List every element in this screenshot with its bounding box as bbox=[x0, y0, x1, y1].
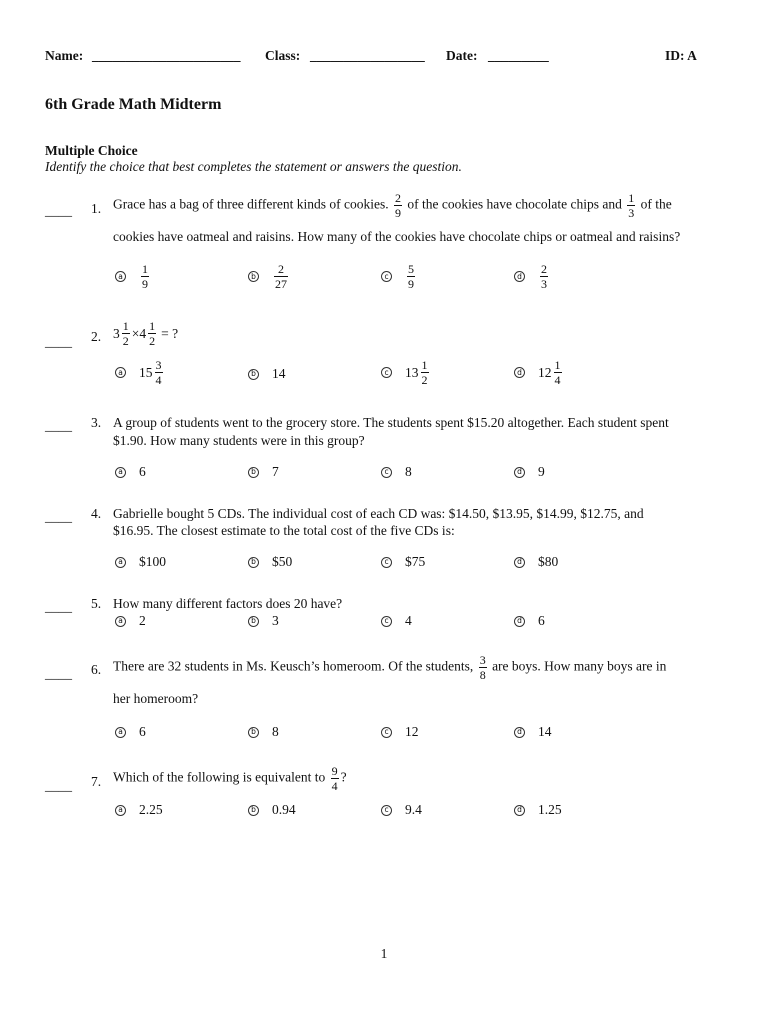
class-blank[interactable]: _________________ bbox=[310, 48, 425, 63]
question-number-q2: 2. bbox=[91, 329, 102, 344]
q2-choice-a[interactable]: a 15 $\frac{3}{4}$ bbox=[115, 359, 165, 386]
question-number-q7: 7. bbox=[91, 774, 102, 789]
q6-choice-c[interactable]: c 12 bbox=[381, 724, 419, 740]
question-text-q4-line2: $16.95. The closest estimate to the total cost of the five CDs is: bbox=[113, 523, 455, 538]
choice-bubble-icon[interactable]: a bbox=[115, 805, 126, 816]
choice-bubble-icon[interactable]: b bbox=[248, 467, 259, 478]
choice-bubble-icon[interactable]: a bbox=[115, 727, 126, 738]
question-text-q3-line2: $1.90. How many students were in this group? bbox=[113, 433, 365, 448]
q6-choice-a[interactable]: a 6 bbox=[115, 724, 146, 740]
q6-choice-b[interactable]: b 8 bbox=[248, 724, 279, 740]
q5-choice-c[interactable]: c 4 bbox=[381, 613, 412, 629]
q6-fraction: $\frac{3}{8}$ bbox=[479, 653, 486, 682]
q2-choice-d[interactable]: d 12 $\frac{1}{4}$ bbox=[514, 359, 564, 386]
q1-fraction-1: $\frac{2}{9}$ bbox=[395, 191, 402, 220]
choice-bubble-icon[interactable]: b bbox=[248, 727, 259, 738]
q1-text-c: of the bbox=[640, 196, 672, 212]
q1-text-a: Grace has a bag of three different kinds of cookies. bbox=[113, 196, 389, 212]
choice-bubble-icon[interactable]: c bbox=[381, 557, 392, 568]
answer-blank-q5[interactable]: ____ bbox=[45, 599, 72, 614]
question-text-q1-line1 bbox=[113, 192, 672, 219]
q3-choice-b[interactable]: b 7 bbox=[248, 464, 279, 480]
q4-choice-a[interactable]: a $100 bbox=[115, 554, 166, 570]
q7-choice-b[interactable]: b 0.94 bbox=[248, 802, 296, 818]
answer-blank-q7[interactable]: ____ bbox=[45, 778, 72, 793]
class-label: Class: bbox=[265, 48, 301, 63]
q1-choice-a[interactable]: a $\frac{1}{9}$ bbox=[115, 263, 151, 290]
choice-bubble-icon[interactable]: b bbox=[248, 369, 259, 380]
answer-blank-q3[interactable]: ____ bbox=[45, 418, 72, 433]
answer-blank-q2[interactable]: ____ bbox=[45, 334, 72, 349]
choice-bubble-icon[interactable]: d bbox=[514, 557, 525, 568]
date-label: Date: bbox=[446, 48, 478, 63]
choice-bubble-icon[interactable]: d bbox=[514, 467, 525, 478]
choice-bubble-icon[interactable]: a bbox=[115, 271, 126, 282]
question-text-q3-line1: A group of students went to the grocery store. The students spent $15.20 altogether. Each student spent bbox=[113, 415, 669, 430]
page-title: 6th Grade Math Midterm bbox=[45, 96, 222, 113]
choice-bubble-icon[interactable]: d bbox=[514, 367, 525, 378]
choice-bubble-icon[interactable]: d bbox=[514, 727, 525, 738]
question-number-q4: 4. bbox=[91, 506, 102, 521]
q5-choice-d[interactable]: d 6 bbox=[514, 613, 545, 629]
q3-choice-a[interactable]: a 6 bbox=[115, 464, 146, 480]
section-title: Multiple Choice bbox=[45, 143, 138, 158]
q1-choice-d[interactable]: d $\frac{2}{3}$ bbox=[514, 263, 550, 290]
choice-bubble-icon[interactable]: d bbox=[514, 805, 525, 816]
q4-choice-d[interactable]: d $80 bbox=[514, 554, 558, 570]
q4-choice-c[interactable]: c $75 bbox=[381, 554, 425, 570]
question-text-q2: 3 $\frac{1}{2}$ × 4 $\frac{1}{2}$ = ? bbox=[113, 319, 179, 348]
choice-bubble-icon[interactable]: b bbox=[248, 557, 259, 568]
q3-choice-c[interactable]: c 8 bbox=[381, 464, 412, 480]
question-number-q5: 5. bbox=[91, 596, 102, 611]
q7-choice-d[interactable]: d 1.25 bbox=[514, 802, 562, 818]
question-text-q5: How many different factors does 20 have? bbox=[113, 596, 343, 611]
q3-choice-d[interactable]: d 9 bbox=[514, 464, 545, 480]
q7-choice-a[interactable]: a 2.25 bbox=[115, 802, 163, 818]
choice-bubble-icon[interactable]: a bbox=[115, 367, 126, 378]
question-text-q7: Which of the following is equivalent to $\frac{9}{4}$ ? bbox=[113, 764, 347, 793]
section-instructions: Identify the choice that best completes the statement or answers the question. bbox=[45, 159, 462, 174]
q6-choice-d[interactable]: d 14 bbox=[514, 724, 552, 740]
page-number: 1 bbox=[380, 946, 388, 961]
choice-bubble-icon[interactable]: c bbox=[381, 805, 392, 816]
name-label: Name: bbox=[45, 48, 84, 63]
choice-bubble-icon[interactable]: b bbox=[248, 271, 259, 282]
choice-bubble-icon[interactable]: c bbox=[381, 271, 392, 282]
choice-bubble-icon[interactable]: b bbox=[248, 805, 259, 816]
question-number-q1: 1. bbox=[91, 201, 102, 216]
choice-bubble-icon[interactable]: b bbox=[248, 616, 259, 627]
q7-choice-c[interactable]: c 9.4 bbox=[381, 802, 422, 818]
q1-choice-c[interactable]: c $\frac{5}{9}$ bbox=[381, 263, 417, 290]
q1-choice-b[interactable]: b $\frac{2}{27}$ bbox=[248, 263, 290, 290]
answer-blank-q6[interactable]: ____ bbox=[45, 666, 72, 681]
date-blank[interactable]: _________ bbox=[488, 48, 549, 63]
choice-bubble-icon[interactable]: c bbox=[381, 616, 392, 627]
q7-fraction: $\frac{9}{4}$ bbox=[331, 764, 338, 793]
q4-choice-b[interactable]: b $50 bbox=[248, 554, 292, 570]
choice-bubble-icon[interactable]: d bbox=[514, 616, 525, 627]
question-number-q6: 6. bbox=[91, 662, 102, 677]
id-label: ID: A bbox=[665, 48, 697, 63]
choice-bubble-icon[interactable]: a bbox=[115, 467, 126, 478]
question-text-q1-line2: cookies have oatmeal and raisins. How many of the cookies have chocolate chips or oatmeal and raisins? bbox=[113, 229, 681, 244]
q2-choice-b[interactable]: b 14 bbox=[248, 366, 286, 382]
q2-choice-c[interactable]: c 13 $\frac{1}{2}$ bbox=[381, 359, 431, 386]
q1-text-b: of the cookies have chocolate chips and bbox=[407, 196, 622, 212]
question-text-q4-line1: Gabrielle bought 5 CDs. The individual cost of each CD was: $14.50, $13.95, $14.99, $12.75, and bbox=[113, 506, 644, 521]
choice-bubble-icon[interactable]: c bbox=[381, 367, 392, 378]
question-number-q3: 3. bbox=[91, 415, 102, 430]
q1-fraction-2: $\frac{1}{3}$ bbox=[628, 191, 635, 220]
choice-bubble-icon[interactable]: c bbox=[381, 727, 392, 738]
answer-blank-q4[interactable]: ____ bbox=[45, 509, 72, 524]
question-text-q6-line2: her homeroom? bbox=[113, 691, 199, 706]
choice-bubble-icon[interactable]: a bbox=[115, 557, 126, 568]
q5-choice-a[interactable]: a 2 bbox=[115, 613, 146, 629]
name-blank[interactable]: ______________________ bbox=[92, 48, 241, 63]
choice-bubble-icon[interactable]: c bbox=[381, 467, 392, 478]
choice-bubble-icon[interactable]: d bbox=[514, 271, 525, 282]
answer-blank-q1[interactable]: ____ bbox=[45, 203, 72, 218]
question-text-q6-line1: There are 32 students in Ms. Keusch’s homeroom. Of the students, $\frac{3}{8}$ are boys. How many boys are in bbox=[113, 653, 667, 682]
q5-choice-b[interactable]: b 3 bbox=[248, 613, 279, 629]
choice-bubble-icon[interactable]: a bbox=[115, 616, 126, 627]
